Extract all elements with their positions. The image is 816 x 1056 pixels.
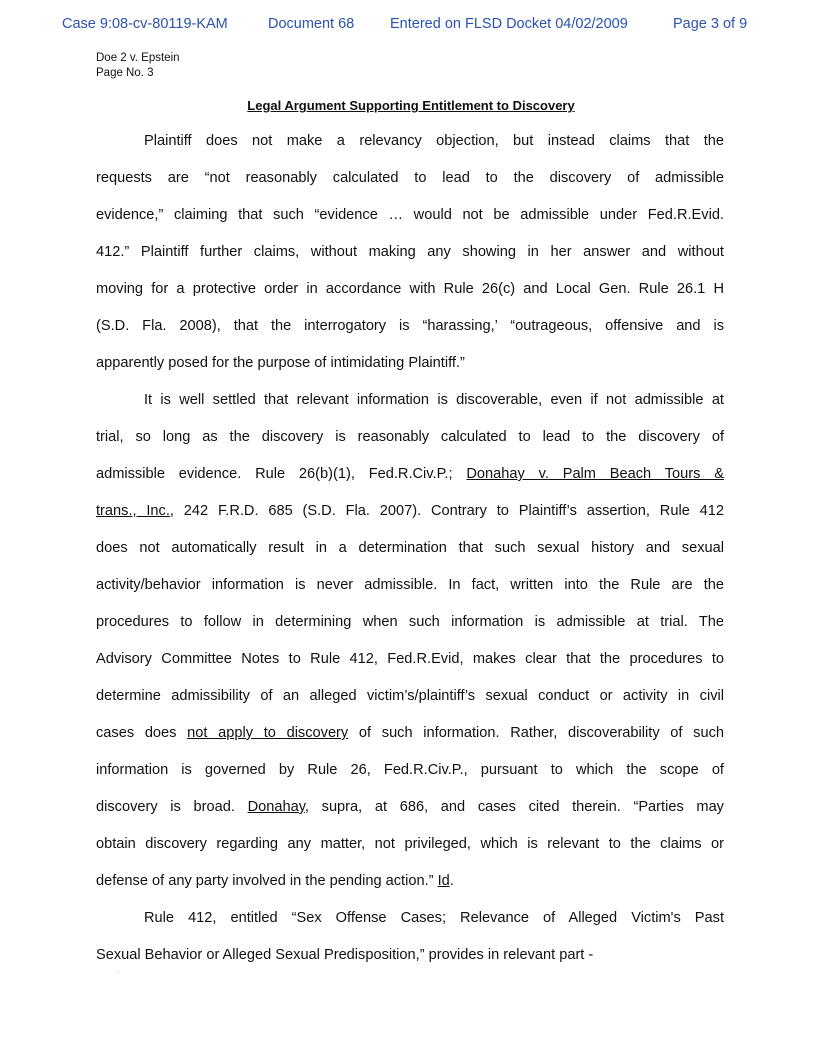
caption <box>96 51 180 80</box>
emphasis-not-apply-to-discovery: not apply to discovery <box>187 725 349 741</box>
text-line: (S.D. Fla. 2008), that the interrogatory is “harassing,’ “outrageous, offensive and is <box>96 318 724 334</box>
text-run: admissible evidence. Rule 26(b)(1), Fed.R.Civ.P.; <box>96 466 467 482</box>
text-line <box>96 503 724 519</box>
text-line: Advisory Committee Notes to Rule 412, Fed.R.Evid, makes clear that the procedures to <box>96 651 724 667</box>
text-line: determine admissibility of an alleged victim’s/plaintiff’s sexual conduct or activity in civil <box>96 688 724 704</box>
section-heading: Legal Argument Supporting Entitlement to Discovery <box>247 98 575 113</box>
text-line: requests are “not reasonably calculated to lead to the discovery of admissible <box>96 170 724 186</box>
text-line: Rule 412, entitled “Sex Offense Cases; Relevance of Alleged Victim's Past <box>144 910 724 926</box>
text-line: apparently posed for the purpose of intimidating Plaintiff.” <box>96 355 465 371</box>
text-line: procedures to follow in determining when such information is admissible at trial. The <box>96 614 724 630</box>
caption-case-name: Doe 2 v. Epstein <box>96 52 180 64</box>
text-line: evidence,” claiming that such “evidence … would not be admissible under Fed.R.Evid. <box>96 207 724 223</box>
case-citation-donahay: Donahay v. Palm Beach Tours & <box>466 466 724 482</box>
text-run: , supra, at 686, and cases cited therein. “Parties may <box>304 799 724 815</box>
header-docket-entry: Entered on FLSD Docket 04/02/2009 <box>390 16 628 32</box>
text-line: Sexual Behavior or Alleged Sexual Predisposition,” provides in relevant part - <box>96 947 594 963</box>
text-line: information is governed by Rule 26, Fed.R.Civ.P., pursuant to which the scope of <box>96 762 724 778</box>
text-line: 412.” Plaintiff further claims, without making any showing in her answer and without <box>96 244 724 260</box>
text-line <box>96 799 724 815</box>
text-run: . <box>449 873 454 889</box>
header-document-number: Document 68 <box>268 16 355 32</box>
text-line: does not automatically result in a determination that such sexual history and sexual <box>96 540 724 556</box>
header-page-count: Page 3 of 9 <box>673 16 748 32</box>
text-line <box>96 725 724 741</box>
case-citation-donahay-short: Donahay <box>247 799 305 815</box>
text-line: It is well settled that relevant information is discoverable, even if not admissible at <box>144 392 724 408</box>
text-line: obtain discovery regarding any matter, not privileged, which is relevant to the claims or <box>96 836 724 852</box>
text-run: defense of any party involved in the pending action.” <box>96 873 438 889</box>
text-line: trial, so long as the discovery is reasonably calculated to lead to the discovery of <box>96 429 724 445</box>
text-run: , 242 F.R.D. 685 (S.D. Fla. 2007). Contrary to Plaintiff’s assertion, Rule 412 <box>169 503 724 519</box>
text-line <box>96 873 724 889</box>
text-line <box>96 466 724 482</box>
case-citation-donahay-cont: trans., Inc. <box>96 503 170 519</box>
text-line: activity/behavior information is never admissible. In fact, written into the Rule are the <box>96 577 724 593</box>
text-line: Plaintiff does not make a relevancy objection, but instead claims that the <box>144 133 724 149</box>
text-line: moving for a protective order in accordance with Rule 26(c) and Local Gen. Rule 26.1 H <box>96 281 724 297</box>
text-run: discovery is broad. <box>96 799 248 815</box>
text-run: of such information. Rather, discoverability of such <box>348 725 724 741</box>
scan-speck <box>118 972 119 973</box>
caption-page-number: Page No. 3 <box>96 66 154 79</box>
citation-id: Id <box>437 873 450 889</box>
text-run: cases does <box>96 725 188 741</box>
header-case-number: Case 9:08-cv-80119-KAM <box>62 16 228 32</box>
